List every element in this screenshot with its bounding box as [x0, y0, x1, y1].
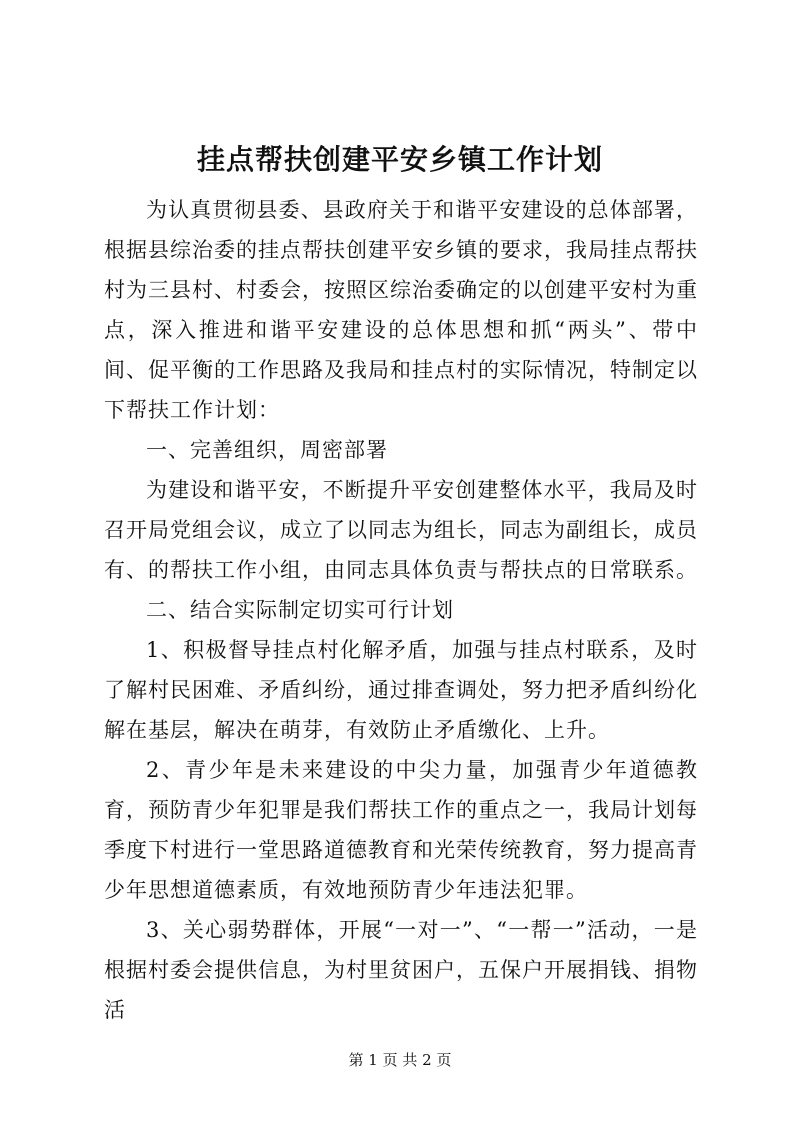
document-title: 挂点帮扶创建平安乡镇工作计划 [196, 143, 603, 176]
paragraph-item-2: 2、青少年是未来建设的中尖力量，加强青少年道德教育，预防青少年犯罪是我们帮扶工作的重点之一，我局计划每季度下村进行一堂思路道德教育和光荣传统教育，努力提高青少年思想道德素质，有效地预防青少年违法犯罪。 [104, 758, 698, 902]
paragraph-item-3: 3、关心弱势群体，开展“一对一”、“一帮一”活动，一是根据村委会提供信息，为村里贫困户，五保户开展捐钱、捐物活 [104, 918, 698, 1022]
section-heading-2: 二、结合实际制定切实可行计划 [146, 598, 454, 622]
paragraph-organization: 为建设和谐平安，不断提升平安创建整体水平，我局及时召开局党组会议，成立了以同志为组长，同志为副组长，成员有、的帮扶工作小组，由同志具体负责与帮扶点的日常联系。 [104, 478, 698, 582]
paragraph-item-1: 1、积极督导挂点村化解矛盾，加强与挂点村联系，及时了解村民困难、矛盾纠纷，通过排查调处，努力把矛盾纠纷化解在基层，解决在萌芽，有效防止矛盾缴化、上升。 [104, 638, 698, 742]
section-heading-1: 一、完善组织，周密部署 [146, 438, 388, 462]
document-body [104, 190, 698, 1030]
page-footer: 第 1 页 共 2 页 [348, 1051, 452, 1069]
paragraph-intro: 为认真贯彻县委、县政府关于和谐平安建设的总体部署，根据县综治委的挂点帮扶创建平安乡镇的要求，我局挂点帮扶村为三县村、村委会，按照区综治委确定的以创建平安村为重点，深入推进和谐平安建设的总体思想和抓“两头”、带中间、促平衡的工作思路及我局和挂点村的实际情况，特制定以下帮扶工作计划： [104, 198, 698, 422]
